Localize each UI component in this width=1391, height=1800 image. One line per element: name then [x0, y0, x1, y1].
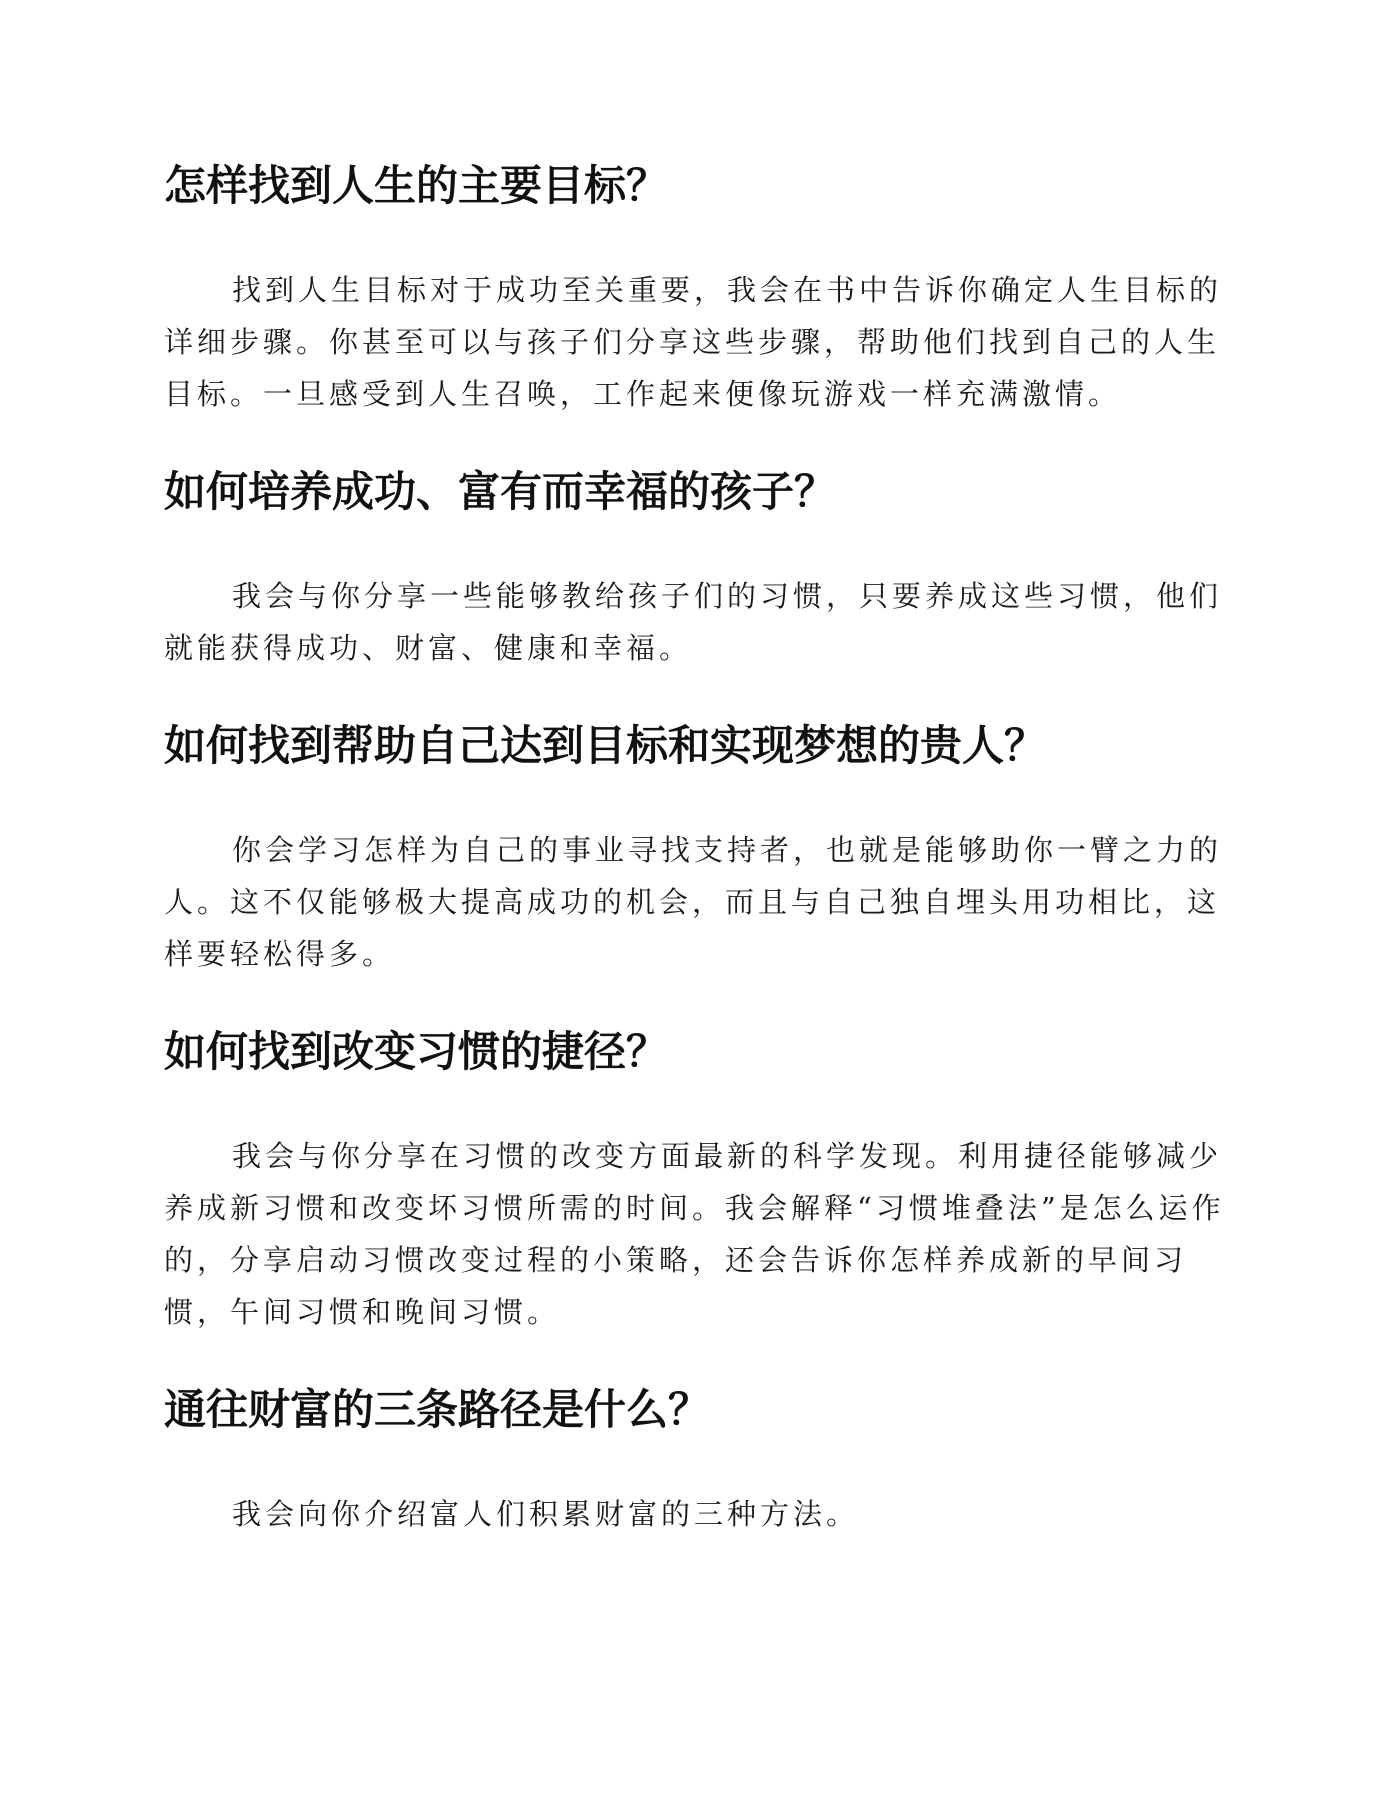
section-paragraph: 找到人生目标对于成功至关重要，我会在书中告诉你确定人生目标的详细步骤。你甚至可以与孩子们分享这些步骤，帮助他们找到自己的人生目标。一旦感受到人生召唤，工作起来便像玩游戏一样充满激情。 — [164, 273, 1223, 411]
section-finding-mentors — [164, 718, 1226, 1024]
section-wealth-paths — [164, 1382, 1226, 1540]
section-paragraph: 我会与你分享在习惯的改变方面最新的科学发现。利用捷径能够减少养成新习惯和改变坏习惯所需的时间。我会解释“习惯堆叠法”是怎么运作的，分享启动习惯改变过程的小策略，还会告诉你怎样养成新的早间习惯，午间习惯和晚间习惯。 — [164, 1139, 1225, 1329]
document-content — [164, 158, 1226, 1540]
section-paragraph: 我会向你介绍富人们积累财富的三种方法。 — [232, 1497, 860, 1531]
section-paragraph: 我会与你分享一些能够教给孩子们的习惯，只要养成这些习惯，他们就能获得成功、财富、健康和幸福。 — [164, 579, 1223, 665]
section-habit-shortcut — [164, 1024, 1226, 1382]
section-heading: 怎样找到人生的主要目标？ — [164, 161, 669, 210]
section-life-goal — [164, 158, 1226, 464]
section-raising-children — [164, 464, 1226, 718]
section-paragraph: 你会学习怎样为自己的事业寻找支持者，也就是能够助你一臂之力的人。这不仅能够极大提高成功的机会，而且与自己独自埋头用功相比，这样要轻松得多。 — [164, 833, 1223, 971]
section-heading: 通往财富的三条路径是什么？ — [164, 1385, 711, 1434]
section-heading: 如何培养成功、富有而幸福的孩子？ — [164, 467, 837, 516]
section-heading: 如何找到帮助自己达到目标和实现梦想的贵人？ — [164, 721, 1047, 770]
section-heading: 如何找到改变习惯的捷径？ — [164, 1027, 669, 1076]
